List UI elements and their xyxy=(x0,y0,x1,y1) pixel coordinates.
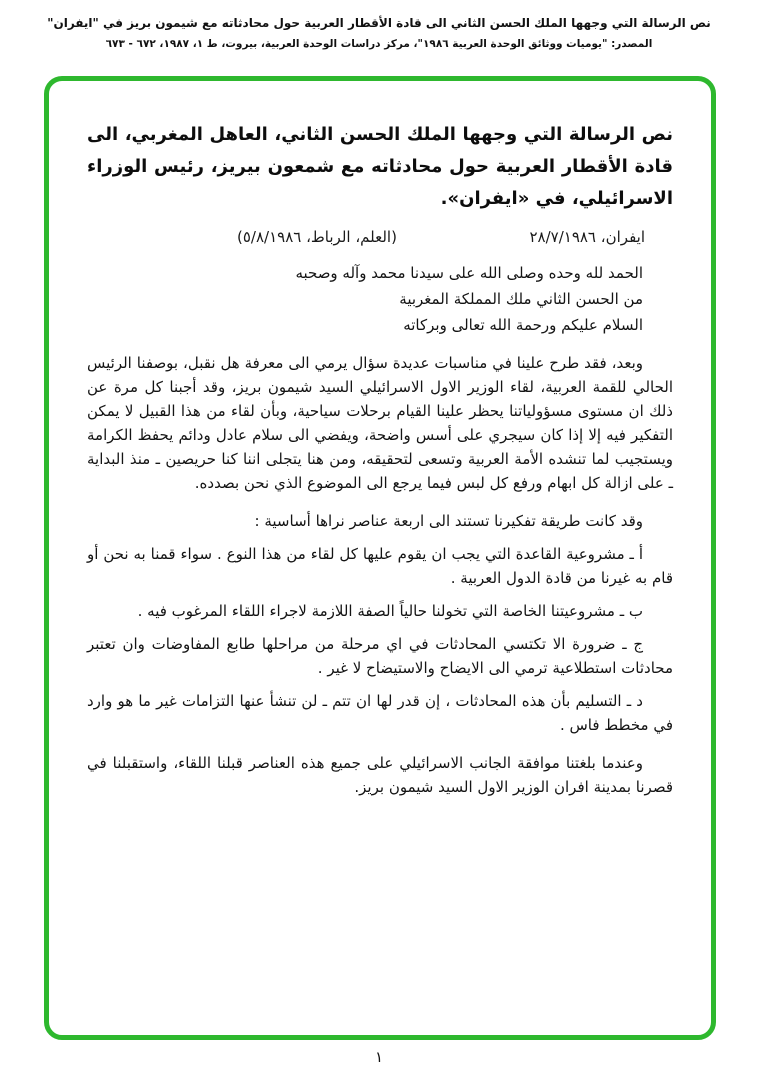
paragraph-item-d: د ـ التسليم بأن هذه المحادثات ، إن قدر لها ان تتم ـ لن تنشأ عنها التزامات غير ما هو وارد في مخطط فاس . xyxy=(87,692,673,734)
letter-title: نص الرسالة التي وجهها الملك الحسن الثاني، العاهل المغربي، الى قادة الأقطار العربية حول محادثاته مع شمعون بيريز، رئيس الوزراء الاسرائيلي، في «ايفران». xyxy=(87,124,673,209)
dateline-row xyxy=(87,225,673,249)
paragraph-item-b: ب ـ مشروعيتنا الخاصة التي تخولنا حالياً الصفة اللازمة لاجراء اللقاء المرغوب فيه . xyxy=(137,602,643,620)
paragraph-closing: وعندما بلغتنا موافقة الجانب الاسرائيلي على جميع هذه العناصر قبلنا اللقاء، واستقبلنا في قصرنا بمدينة افران الوزير الاول السيد شيمون بريز. xyxy=(87,754,673,796)
header-source-line: المصدر: "يوميات ووثائق الوحدة العربية ١٩٨٦"، مركز دراسات الوحدة العربية، بيروت، ط ١، ١٩٨٧، ٦٧٢ - ٦٧٣ xyxy=(105,38,653,50)
paragraph-item-j: ج ـ ضرورة الا تكتسي المحادثات في اي مرحلة من مراحلها طابع المفاوضات وان تعتبر محادثات استطلاعية ترمي الى الايضاح والاستيضاح لا غير . xyxy=(87,635,673,677)
paragraph-item-a: أ ـ مشروعية القاعدة التي يجب ان يقوم عليها كل لقاء من هذا النوع . سواء قمنا به نحن أو قام به غيرنا من قادة الدول العربية . xyxy=(87,545,673,587)
paragraph-sender: من الحسن الثاني ملك المملكة المغربية xyxy=(399,290,643,308)
dateline-source: (العلم، الرباط، ٥/٨/١٩٨٦) xyxy=(237,228,397,246)
document-frame xyxy=(44,76,716,1040)
paragraph-intro: وبعد، فقد طرح علينا في مناسبات عديدة سؤال يرمي الى معرفة هل نقبل، بوصفنا الرئيس الحالي للقمة العربية، لقاء الوزير الاول الاسرائيلي السيد شيمون بريز، وقد أجبنا كل مرة عن ذلك ان مستوى مسؤولياتنا يحظر علينا القيام برحلات سياحية، وبأن لقاء من هذا القبيل لا يمكن التفكير فيه إلا إذا كان سيجري على أسس واضحة، ويفضي الى سلام عادل ودائم يحفظ الكرامة ويستجيب لما تنشده الأمة العربية وتسعى لتحقيقه، ومن هنا يتجلى اننا كنا حريصين ـ منذ البداية ـ على ازالة كل ابهام ورفع كل لبس فيما يرجع الى الموضوع الذي نحن بصدده. xyxy=(87,354,673,492)
paragraph-elements-lead: وقد كانت طريقة تفكيرنا تستند الى اربعة عناصر نراها أساسية : xyxy=(254,512,643,530)
page-number: ١ xyxy=(374,1048,384,1066)
header-title-line: نص الرسالة التي وجهها الملك الحسن الثاني الى قادة الأقطار العربية حول محادثاته مع شيمون بريز في "ايفران" xyxy=(47,16,711,30)
paragraph-basmala: الحمد لله وحده وصلى الله على سيدنا محمد وآله وصحبه xyxy=(295,264,643,282)
dateline-place: ايفران، ٢٨/٧/١٩٨٦ xyxy=(529,228,645,246)
page-header xyxy=(0,12,758,54)
paragraph-greeting: السلام عليكم ورحمة الله تعالى وبركاته xyxy=(403,316,643,334)
